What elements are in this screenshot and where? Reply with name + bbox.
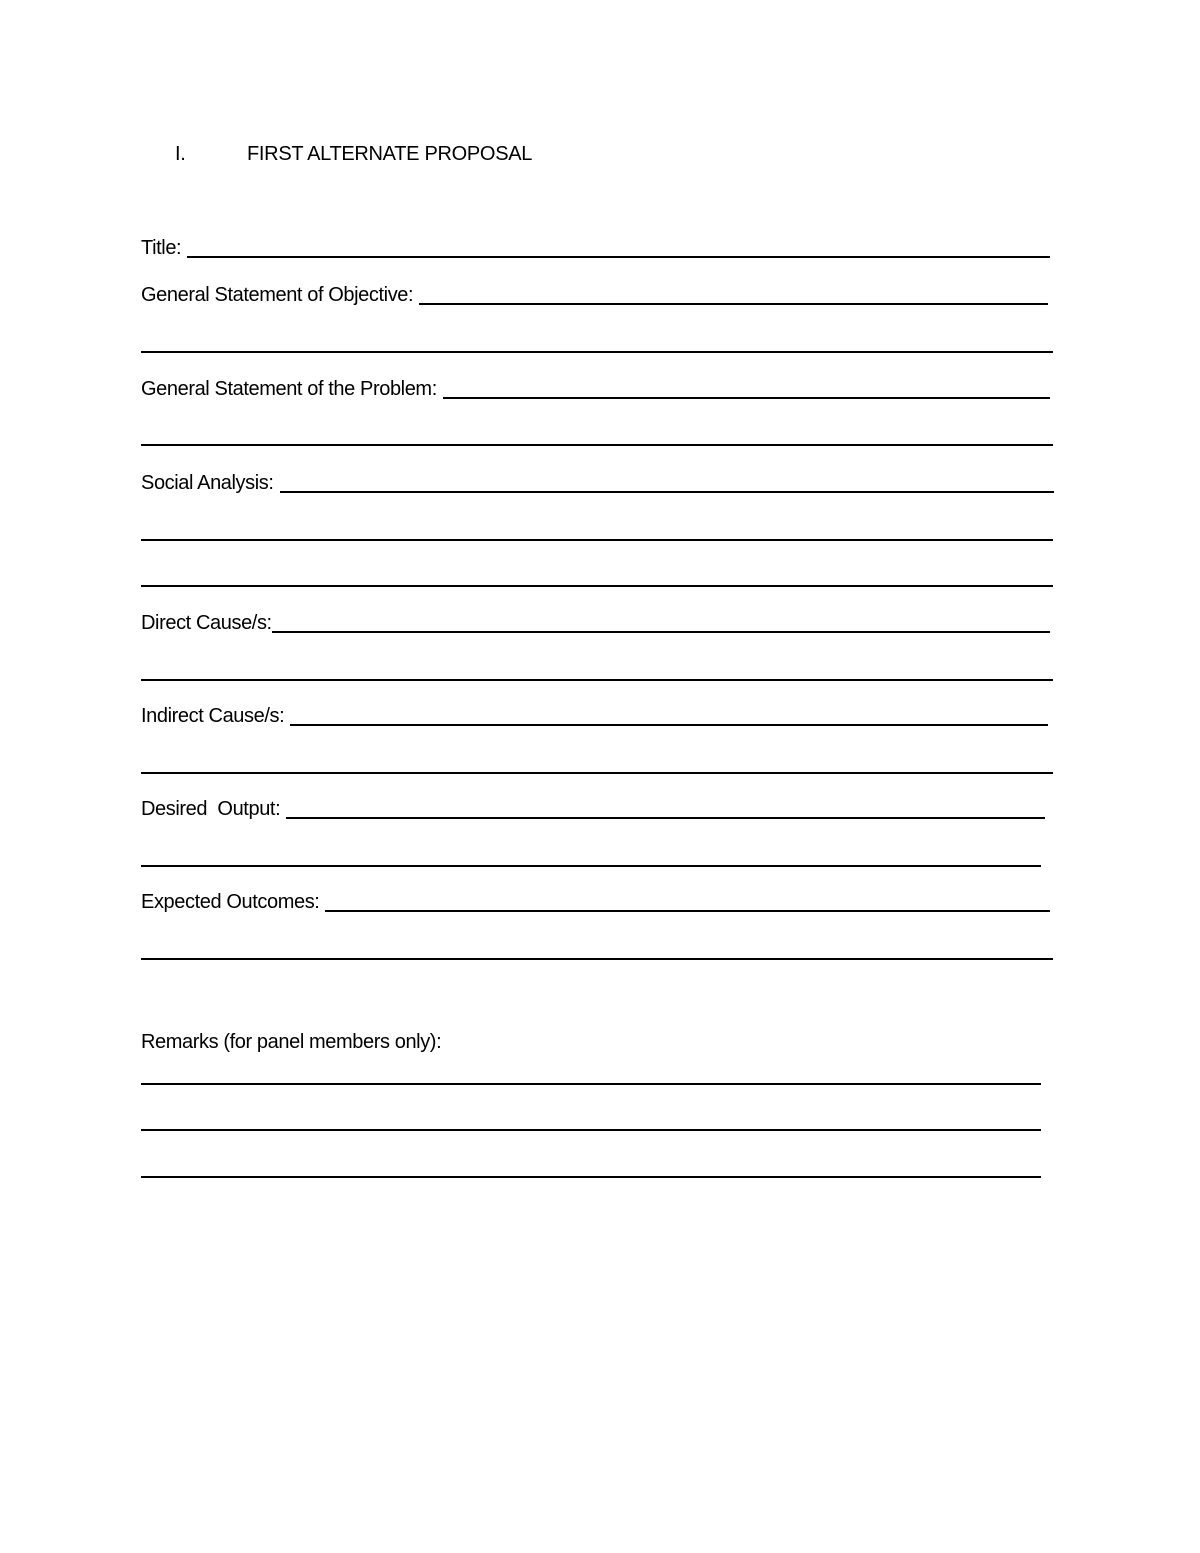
- indirect-causes-field: [141, 704, 1048, 728]
- desired-output-blank-line[interactable]: [141, 865, 1041, 867]
- remarks-field: [141, 1030, 1050, 1054]
- title-field: [141, 236, 1050, 260]
- objective-blank[interactable]: [419, 303, 1048, 305]
- expected-outcomes-label: Expected Outcomes:: [141, 891, 320, 913]
- social-analysis-blank-line[interactable]: [141, 585, 1053, 587]
- problem-label: General Statement of the Problem:: [141, 378, 437, 400]
- social-analysis-field: [141, 471, 1054, 495]
- problem-blank-line[interactable]: [141, 444, 1053, 446]
- problem-field: [141, 377, 1050, 401]
- objective-blank-line[interactable]: [141, 351, 1053, 353]
- social-analysis-label: Social Analysis:: [141, 472, 274, 494]
- remarks-blank-line[interactable]: [141, 1129, 1041, 1131]
- social-analysis-blank[interactable]: [280, 491, 1054, 493]
- desired-output-field: [141, 797, 1045, 821]
- direct-causes-label: Direct Cause/s:: [141, 612, 272, 634]
- direct-causes-blank-line[interactable]: [141, 679, 1053, 681]
- objective-field: [141, 283, 1048, 307]
- expected-outcomes-field: [141, 890, 1050, 914]
- desired-output-blank[interactable]: [286, 817, 1045, 819]
- indirect-causes-label: Indirect Cause/s:: [141, 705, 285, 727]
- objective-label: General Statement of Objective:: [141, 284, 414, 306]
- expected-outcomes-blank[interactable]: [325, 910, 1050, 912]
- title-blank[interactable]: [187, 256, 1050, 258]
- remarks-blank-line[interactable]: [141, 1083, 1041, 1085]
- section-title: FIRST ALTERNATE PROPOSAL: [247, 143, 533, 165]
- expected-outcomes-blank-line[interactable]: [141, 958, 1053, 960]
- indirect-causes-blank-line[interactable]: [141, 772, 1053, 774]
- desired-output-label: Desired Output:: [141, 798, 281, 820]
- section-number: I.: [175, 143, 186, 165]
- indirect-causes-blank[interactable]: [290, 724, 1048, 726]
- problem-blank[interactable]: [443, 397, 1050, 399]
- social-analysis-blank-line[interactable]: [141, 539, 1053, 541]
- remarks-blank-line[interactable]: [141, 1176, 1041, 1178]
- direct-causes-blank[interactable]: [272, 631, 1050, 633]
- direct-causes-field: [141, 611, 1050, 635]
- title-label: Title:: [141, 237, 182, 259]
- remarks-label: Remarks (for panel members only):: [141, 1031, 442, 1053]
